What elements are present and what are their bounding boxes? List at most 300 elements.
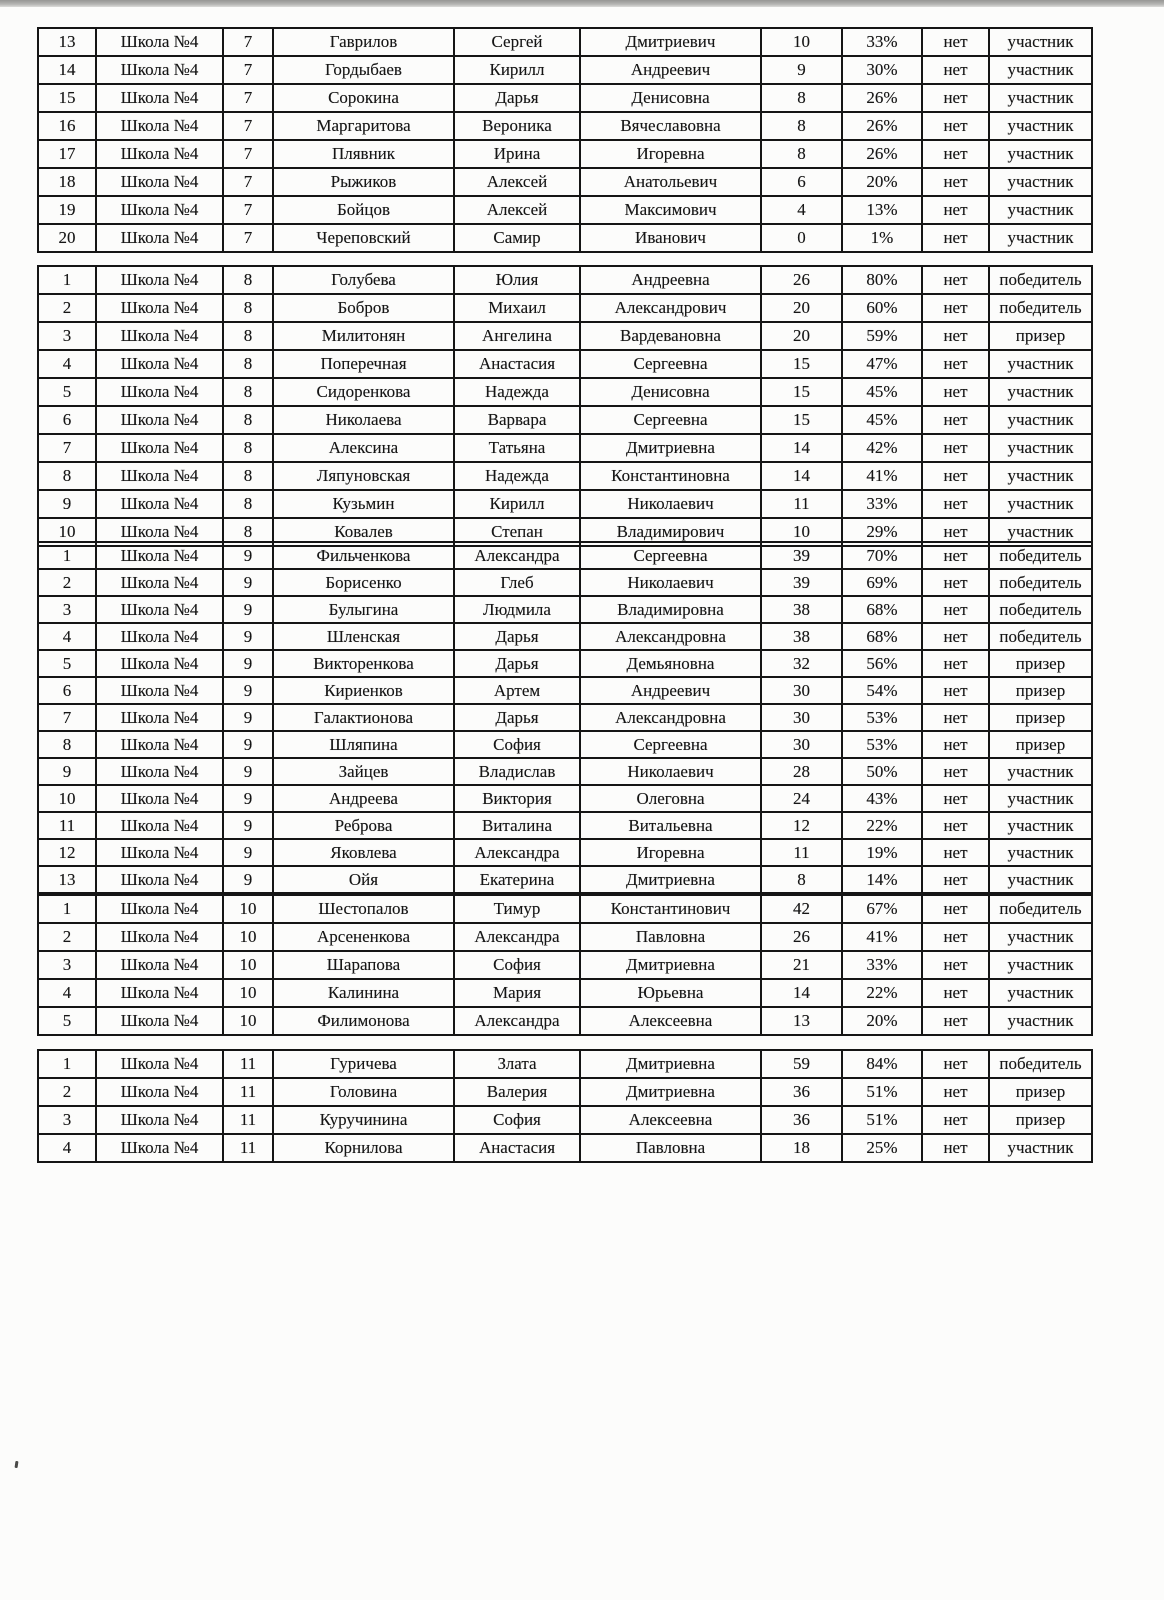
cell-school: Школа №4	[96, 56, 223, 84]
cell-status: участник	[989, 140, 1092, 168]
cell-status: участник	[989, 224, 1092, 252]
cell-net: нет	[922, 569, 989, 596]
cell-grade: 11	[223, 1106, 273, 1134]
cell-num: 19	[38, 196, 96, 224]
cell-status: участник	[989, 518, 1092, 546]
cell-num: 4	[38, 623, 96, 650]
table-row	[38, 140, 1092, 168]
cell-name: Глеб	[454, 569, 580, 596]
cell-score: 4	[761, 196, 842, 224]
cell-status: призер	[989, 677, 1092, 704]
cell-patronymic: Дмитриевич	[580, 28, 761, 56]
cell-grade: 9	[223, 758, 273, 785]
cell-name: Александра	[454, 839, 580, 866]
cell-num: 9	[38, 758, 96, 785]
results-table-grade-9	[37, 541, 1093, 894]
cell-patronymic: Константинович	[580, 895, 761, 923]
cell-grade: 8	[223, 350, 273, 378]
cell-score: 9	[761, 56, 842, 84]
cell-patronymic: Андреевна	[580, 266, 761, 294]
cell-school: Школа №4	[96, 1078, 223, 1106]
cell-percent: 47%	[842, 350, 922, 378]
cell-net: нет	[922, 812, 989, 839]
cell-school: Школа №4	[96, 704, 223, 731]
cell-surname: Борисенко	[273, 569, 454, 596]
cell-school: Школа №4	[96, 812, 223, 839]
cell-percent: 50%	[842, 758, 922, 785]
cell-school: Школа №4	[96, 1106, 223, 1134]
results-table-grade-11	[37, 1049, 1093, 1163]
table-row	[38, 979, 1092, 1007]
cell-score: 8	[761, 112, 842, 140]
table-row	[38, 1007, 1092, 1035]
cell-name: Виктория	[454, 785, 580, 812]
cell-grade: 7	[223, 84, 273, 112]
cell-name: Дарья	[454, 84, 580, 112]
cell-grade: 7	[223, 140, 273, 168]
cell-status: участник	[989, 785, 1092, 812]
cell-name: Ирина	[454, 140, 580, 168]
cell-num: 3	[38, 1106, 96, 1134]
cell-grade: 7	[223, 28, 273, 56]
cell-net: нет	[922, 1007, 989, 1035]
cell-grade: 9	[223, 623, 273, 650]
cell-patronymic: Юрьевна	[580, 979, 761, 1007]
cell-net: нет	[922, 140, 989, 168]
cell-percent: 20%	[842, 1007, 922, 1035]
cell-percent: 70%	[842, 542, 922, 569]
cell-patronymic: Николаевич	[580, 569, 761, 596]
cell-grade: 9	[223, 812, 273, 839]
cell-status: призер	[989, 1106, 1092, 1134]
cell-score: 10	[761, 518, 842, 546]
cell-score: 24	[761, 785, 842, 812]
cell-net: нет	[922, 1078, 989, 1106]
cell-grade: 11	[223, 1050, 273, 1078]
cell-status: участник	[989, 56, 1092, 84]
cell-percent: 43%	[842, 785, 922, 812]
cell-surname: Милитонян	[273, 322, 454, 350]
cell-school: Школа №4	[96, 84, 223, 112]
cell-score: 28	[761, 758, 842, 785]
cell-percent: 33%	[842, 951, 922, 979]
cell-status: победитель	[989, 542, 1092, 569]
cell-surname: Кузьмин	[273, 490, 454, 518]
table-row	[38, 1106, 1092, 1134]
cell-num: 13	[38, 866, 96, 893]
table-row	[38, 650, 1092, 677]
cell-percent: 33%	[842, 490, 922, 518]
cell-net: нет	[922, 266, 989, 294]
cell-net: нет	[922, 677, 989, 704]
cell-percent: 41%	[842, 462, 922, 490]
cell-percent: 41%	[842, 923, 922, 951]
cell-status: участник	[989, 758, 1092, 785]
cell-school: Школа №4	[96, 785, 223, 812]
cell-percent: 13%	[842, 196, 922, 224]
cell-name: Дарья	[454, 704, 580, 731]
cell-percent: 69%	[842, 569, 922, 596]
table-row	[38, 758, 1092, 785]
table-row	[38, 569, 1092, 596]
cell-net: нет	[922, 294, 989, 322]
cell-patronymic: Максимович	[580, 196, 761, 224]
cell-patronymic: Александровна	[580, 623, 761, 650]
cell-name: Ангелина	[454, 322, 580, 350]
cell-patronymic: Игоревна	[580, 839, 761, 866]
cell-surname: Поперечная	[273, 350, 454, 378]
cell-surname: Арсененкова	[273, 923, 454, 951]
cell-grade: 10	[223, 951, 273, 979]
cell-name: София	[454, 951, 580, 979]
cell-name: Вероника	[454, 112, 580, 140]
cell-status: участник	[989, 350, 1092, 378]
cell-school: Школа №4	[96, 839, 223, 866]
cell-surname: Голубева	[273, 266, 454, 294]
cell-net: нет	[922, 979, 989, 1007]
cell-net: нет	[922, 758, 989, 785]
cell-score: 15	[761, 350, 842, 378]
table-row	[38, 350, 1092, 378]
table-row	[38, 84, 1092, 112]
cell-name: Алексей	[454, 168, 580, 196]
cell-grade: 8	[223, 322, 273, 350]
cell-school: Школа №4	[96, 168, 223, 196]
cell-surname: Череповский	[273, 224, 454, 252]
cell-surname: Булыгина	[273, 596, 454, 623]
table-row	[38, 224, 1092, 252]
cell-name: Александра	[454, 542, 580, 569]
cell-num: 5	[38, 650, 96, 677]
cell-num: 12	[38, 839, 96, 866]
cell-name: Степан	[454, 518, 580, 546]
table-row	[38, 56, 1092, 84]
cell-school: Школа №4	[96, 140, 223, 168]
cell-name: Александра	[454, 1007, 580, 1035]
cell-surname: Головина	[273, 1078, 454, 1106]
cell-name: Александра	[454, 923, 580, 951]
table-row	[38, 28, 1092, 56]
cell-status: участник	[989, 406, 1092, 434]
scan-artifact-speck	[15, 1461, 19, 1468]
cell-num: 8	[38, 462, 96, 490]
cell-name: Кирилл	[454, 56, 580, 84]
cell-name: Екатерина	[454, 866, 580, 893]
cell-score: 36	[761, 1078, 842, 1106]
cell-percent: 26%	[842, 112, 922, 140]
cell-surname: Сидоренкова	[273, 378, 454, 406]
cell-score: 39	[761, 569, 842, 596]
cell-score: 10	[761, 28, 842, 56]
cell-patronymic: Денисовна	[580, 84, 761, 112]
cell-percent: 68%	[842, 596, 922, 623]
cell-percent: 51%	[842, 1078, 922, 1106]
table-row	[38, 294, 1092, 322]
cell-num: 5	[38, 1007, 96, 1035]
cell-num: 3	[38, 951, 96, 979]
cell-patronymic: Александрович	[580, 294, 761, 322]
cell-surname: Бойцов	[273, 196, 454, 224]
cell-name: Юлия	[454, 266, 580, 294]
cell-score: 21	[761, 951, 842, 979]
cell-score: 8	[761, 84, 842, 112]
table-row	[38, 378, 1092, 406]
cell-score: 30	[761, 731, 842, 758]
cell-name: София	[454, 731, 580, 758]
cell-num: 18	[38, 168, 96, 196]
cell-percent: 56%	[842, 650, 922, 677]
cell-surname: Яковлева	[273, 839, 454, 866]
cell-school: Школа №4	[96, 1007, 223, 1035]
cell-grade: 9	[223, 569, 273, 596]
cell-patronymic: Дмитриевна	[580, 1050, 761, 1078]
cell-surname: Маргаритова	[273, 112, 454, 140]
cell-score: 32	[761, 650, 842, 677]
cell-net: нет	[922, 490, 989, 518]
cell-status: участник	[989, 812, 1092, 839]
cell-surname: Галактионова	[273, 704, 454, 731]
cell-status: победитель	[989, 266, 1092, 294]
cell-score: 8	[761, 866, 842, 893]
cell-score: 15	[761, 406, 842, 434]
cell-surname: Бобров	[273, 294, 454, 322]
cell-percent: 29%	[842, 518, 922, 546]
cell-surname: Кириенков	[273, 677, 454, 704]
cell-score: 12	[761, 812, 842, 839]
cell-patronymic: Анатольевич	[580, 168, 761, 196]
results-table-grade-10	[37, 894, 1093, 1036]
cell-surname: Ковалев	[273, 518, 454, 546]
cell-status: участник	[989, 490, 1092, 518]
cell-score: 39	[761, 542, 842, 569]
cell-net: нет	[922, 196, 989, 224]
cell-score: 0	[761, 224, 842, 252]
cell-score: 38	[761, 623, 842, 650]
table-row	[38, 406, 1092, 434]
cell-patronymic: Сергеевна	[580, 406, 761, 434]
cell-percent: 60%	[842, 294, 922, 322]
cell-school: Школа №4	[96, 866, 223, 893]
cell-percent: 22%	[842, 979, 922, 1007]
cell-name: Виталина	[454, 812, 580, 839]
cell-patronymic: Павловна	[580, 923, 761, 951]
cell-grade: 9	[223, 677, 273, 704]
cell-school: Школа №4	[96, 518, 223, 546]
cell-status: участник	[989, 168, 1092, 196]
cell-percent: 53%	[842, 704, 922, 731]
cell-grade: 10	[223, 895, 273, 923]
cell-status: участник	[989, 112, 1092, 140]
cell-percent: 59%	[842, 322, 922, 350]
cell-status: победитель	[989, 294, 1092, 322]
cell-status: участник	[989, 979, 1092, 1007]
cell-net: нет	[922, 650, 989, 677]
cell-num: 16	[38, 112, 96, 140]
scanner-edge-band	[0, 0, 1164, 7]
cell-school: Школа №4	[96, 378, 223, 406]
cell-name: Варвара	[454, 406, 580, 434]
cell-name: Валерия	[454, 1078, 580, 1106]
cell-net: нет	[922, 1050, 989, 1078]
cell-grade: 7	[223, 196, 273, 224]
cell-score: 14	[761, 979, 842, 1007]
cell-score: 8	[761, 140, 842, 168]
cell-net: нет	[922, 951, 989, 979]
cell-num: 4	[38, 979, 96, 1007]
cell-patronymic: Иванович	[580, 224, 761, 252]
cell-grade: 8	[223, 406, 273, 434]
cell-surname: Гуричева	[273, 1050, 454, 1078]
cell-school: Школа №4	[96, 951, 223, 979]
table-row	[38, 951, 1092, 979]
cell-school: Школа №4	[96, 731, 223, 758]
cell-school: Школа №4	[96, 923, 223, 951]
table-row	[38, 322, 1092, 350]
cell-grade: 9	[223, 731, 273, 758]
cell-num: 7	[38, 704, 96, 731]
cell-net: нет	[922, 839, 989, 866]
cell-status: призер	[989, 704, 1092, 731]
cell-school: Школа №4	[96, 677, 223, 704]
cell-num: 14	[38, 56, 96, 84]
cell-status: участник	[989, 84, 1092, 112]
cell-surname: Ляпуновская	[273, 462, 454, 490]
cell-school: Школа №4	[96, 569, 223, 596]
cell-percent: 19%	[842, 839, 922, 866]
table-row	[38, 196, 1092, 224]
table-row	[38, 462, 1092, 490]
cell-name: Тимур	[454, 895, 580, 923]
cell-num: 6	[38, 677, 96, 704]
cell-net: нет	[922, 923, 989, 951]
cell-score: 14	[761, 462, 842, 490]
cell-num: 1	[38, 1050, 96, 1078]
cell-patronymic: Владимирович	[580, 518, 761, 546]
cell-score: 18	[761, 1134, 842, 1162]
cell-num: 8	[38, 731, 96, 758]
cell-net: нет	[922, 434, 989, 462]
cell-patronymic: Олеговна	[580, 785, 761, 812]
cell-score: 36	[761, 1106, 842, 1134]
table-row	[38, 866, 1092, 893]
cell-net: нет	[922, 518, 989, 546]
cell-score: 13	[761, 1007, 842, 1035]
cell-surname: Корнилова	[273, 1134, 454, 1162]
cell-net: нет	[922, 112, 989, 140]
cell-grade: 9	[223, 704, 273, 731]
cell-surname: Алексина	[273, 434, 454, 462]
cell-grade: 7	[223, 112, 273, 140]
cell-school: Школа №4	[96, 28, 223, 56]
cell-status: победитель	[989, 569, 1092, 596]
cell-grade: 8	[223, 490, 273, 518]
cell-net: нет	[922, 623, 989, 650]
cell-net: нет	[922, 56, 989, 84]
cell-score: 11	[761, 490, 842, 518]
cell-surname: Реброва	[273, 812, 454, 839]
cell-school: Школа №4	[96, 542, 223, 569]
cell-net: нет	[922, 542, 989, 569]
cell-percent: 20%	[842, 168, 922, 196]
cell-num: 5	[38, 378, 96, 406]
cell-patronymic: Сергеевна	[580, 542, 761, 569]
cell-num: 1	[38, 266, 96, 294]
cell-status: победитель	[989, 623, 1092, 650]
cell-school: Школа №4	[96, 596, 223, 623]
cell-net: нет	[922, 1134, 989, 1162]
cell-percent: 45%	[842, 406, 922, 434]
cell-num: 11	[38, 812, 96, 839]
cell-percent: 84%	[842, 1050, 922, 1078]
cell-surname: Шленская	[273, 623, 454, 650]
cell-net: нет	[922, 84, 989, 112]
cell-name: Надежда	[454, 378, 580, 406]
cell-status: участник	[989, 378, 1092, 406]
cell-score: 20	[761, 294, 842, 322]
cell-grade: 7	[223, 56, 273, 84]
cell-surname: Фильченкова	[273, 542, 454, 569]
cell-score: 26	[761, 923, 842, 951]
cell-net: нет	[922, 224, 989, 252]
cell-surname: Зайцев	[273, 758, 454, 785]
cell-patronymic: Вардевановна	[580, 322, 761, 350]
cell-status: участник	[989, 434, 1092, 462]
cell-school: Школа №4	[96, 1134, 223, 1162]
cell-patronymic: Владимировна	[580, 596, 761, 623]
cell-percent: 45%	[842, 378, 922, 406]
cell-grade: 10	[223, 979, 273, 1007]
cell-name: Артем	[454, 677, 580, 704]
table-row	[38, 623, 1092, 650]
table-row	[38, 1078, 1092, 1106]
cell-school: Школа №4	[96, 895, 223, 923]
cell-name: Самир	[454, 224, 580, 252]
cell-status: участник	[989, 866, 1092, 893]
cell-num: 20	[38, 224, 96, 252]
cell-net: нет	[922, 704, 989, 731]
cell-num: 2	[38, 1078, 96, 1106]
cell-school: Школа №4	[96, 650, 223, 677]
cell-patronymic: Алексеевна	[580, 1007, 761, 1035]
cell-school: Школа №4	[96, 112, 223, 140]
cell-status: участник	[989, 28, 1092, 56]
cell-school: Школа №4	[96, 266, 223, 294]
cell-percent: 68%	[842, 623, 922, 650]
cell-grade: 9	[223, 596, 273, 623]
table-row	[38, 266, 1092, 294]
cell-school: Школа №4	[96, 434, 223, 462]
cell-surname: Гаврилов	[273, 28, 454, 56]
cell-percent: 22%	[842, 812, 922, 839]
cell-score: 14	[761, 434, 842, 462]
cell-num: 1	[38, 895, 96, 923]
cell-net: нет	[922, 350, 989, 378]
cell-score: 11	[761, 839, 842, 866]
cell-status: участник	[989, 951, 1092, 979]
cell-grade: 8	[223, 462, 273, 490]
cell-status: участник	[989, 196, 1092, 224]
cell-patronymic: Вячеславовна	[580, 112, 761, 140]
cell-patronymic: Сергеевна	[580, 731, 761, 758]
cell-grade: 8	[223, 434, 273, 462]
cell-net: нет	[922, 731, 989, 758]
cell-name: Дарья	[454, 650, 580, 677]
table-row	[38, 542, 1092, 569]
cell-percent: 25%	[842, 1134, 922, 1162]
results-table-grade-8	[37, 265, 1093, 547]
cell-net: нет	[922, 596, 989, 623]
cell-school: Школа №4	[96, 979, 223, 1007]
